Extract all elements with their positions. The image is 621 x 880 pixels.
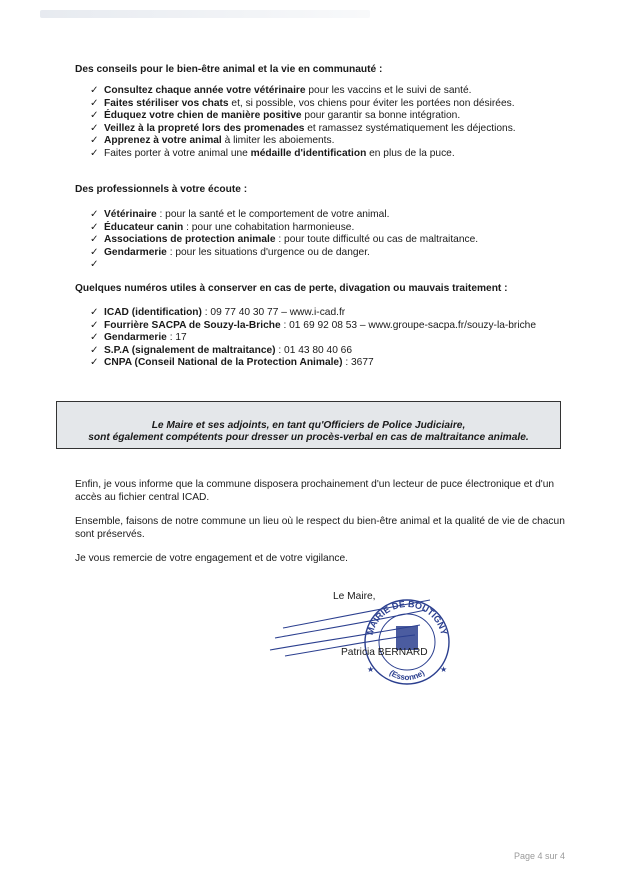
- list-item-bold: Faites stériliser vos chats: [104, 97, 229, 109]
- list-item-text: Faites porter à votre animal une: [104, 147, 251, 159]
- list-item: [90, 123, 516, 136]
- svg-text:★: ★: [367, 665, 375, 674]
- list-item-bold: Veillez à la propreté lors des promenades: [104, 122, 305, 134]
- page-number: Page 4 sur 4: [514, 851, 566, 861]
- list-item: [90, 332, 536, 345]
- list-item-bold: Vétérinaire: [104, 209, 157, 220]
- list-item-text: à limiter les aboiements.: [221, 135, 335, 147]
- checkmark-icon: ✓: [90, 246, 99, 258]
- checkmark-icon: ✓: [90, 259, 99, 271]
- list-item: [90, 135, 516, 148]
- list-item-bold: Fourrière SACPA de Souzy-la-Briche: [104, 319, 281, 331]
- list-item: [90, 148, 516, 161]
- list-item-text: pour les vaccins et le suivi de santé.: [305, 85, 472, 96]
- list-item-bold: Consultez chaque année votre vétérinaire: [104, 85, 306, 96]
- town-hall-seal: [365, 599, 449, 684]
- list-item-bold: Éducateur canin: [104, 221, 184, 233]
- list-item-text: pour garantir sa bonne intégration.: [301, 110, 461, 122]
- list-item: [90, 85, 516, 98]
- police-notice-box: [56, 401, 561, 449]
- signature-label: Le Maire,: [333, 591, 376, 602]
- list-item-text: : 17: [166, 332, 187, 344]
- list-item: [90, 345, 536, 358]
- list-item-text: : pour une cohabitation harmonieuse.: [183, 221, 355, 233]
- list-item-bold: médaille d'identification: [250, 147, 367, 159]
- checkmark-icon: ✓: [90, 234, 99, 246]
- faded-header-remnant: [40, 10, 370, 18]
- list-item-bold: CNPA (Conseil National de la Protection Animale): [104, 357, 343, 369]
- list-item-bold: S.P.A (signalement de maltraitance): [104, 344, 276, 356]
- notice-line-1: Le Maire et ses adjoints, en tant qu'Officiers de Police Judiciaire,: [151, 420, 466, 431]
- checkmark-icon: ✓: [90, 344, 99, 356]
- list-item: [90, 222, 478, 235]
- list-item-text: et, si possible, vos chiens pour éviter les portées non désirées.: [228, 97, 515, 109]
- list-item-bold: Apprenez à votre animal: [104, 135, 222, 147]
- checkmark-icon: ✓: [90, 221, 99, 233]
- checkmark-icon: ✓: [90, 122, 99, 134]
- list-item: [90, 259, 478, 272]
- list-item-text: : pour la santé et le comportement de votre animal.: [156, 209, 390, 220]
- list-item: [90, 98, 516, 111]
- advice-list: [90, 85, 516, 161]
- notice-line-2: sont également compétents pour dresser un procès-verbal en cas de maltraitance animale.: [88, 432, 529, 444]
- paragraph-thanks: Je vous remercie de votre engagement et de votre vigilance.: [75, 553, 348, 564]
- checkmark-icon: ✓: [90, 85, 99, 96]
- checkmark-icon: ✓: [90, 97, 99, 109]
- list-item-text: : pour toute difficulté ou cas de maltraitance.: [275, 234, 479, 246]
- checkmark-icon: ✓: [90, 135, 99, 147]
- paragraph-together: Ensemble, faisons de notre commune un lieu où le respect du bien-être animal et la qualité de vie de chacun sont préservés.: [75, 516, 565, 540]
- seal-top-text: MAIRIE DE BOUTIGNY: [364, 598, 450, 637]
- checkmark-icon: ✓: [90, 209, 99, 220]
- list-item: [90, 110, 516, 123]
- list-item: [90, 209, 478, 222]
- list-item-bold: Gendarmerie: [104, 246, 167, 258]
- list-item-bold: Associations de protection animale: [104, 234, 276, 246]
- list-item: [90, 320, 536, 333]
- section-heading-advice: Des conseils pour le bien-être animal et la vie en communauté :: [75, 64, 383, 75]
- checkmark-icon: ✓: [90, 357, 99, 369]
- list-item-text: et ramassez systématiquement les déjections.: [304, 122, 516, 134]
- list-item: [90, 247, 478, 260]
- professionals-list: [90, 209, 478, 272]
- checkmark-icon: ✓: [90, 332, 99, 344]
- section-heading-professionals: Des professionnels à votre écoute :: [75, 184, 248, 195]
- list-item-text: : 01 43 80 40 66: [275, 344, 353, 356]
- list-item-text: : 09 77 40 30 77 – www.i-cad.fr: [201, 307, 346, 318]
- list-item-bold: Éduquez votre chien de manière positive: [104, 110, 302, 122]
- checkmark-icon: ✓: [90, 147, 99, 159]
- paragraph-icad-reader: Enfin, je vous informe que la commune disposera prochainement d'un lecteur de puce électronique et d'un accès au fichier central ICAD.: [75, 479, 555, 503]
- list-item-bold: ICAD (identification): [104, 307, 202, 318]
- checkmark-icon: ✓: [90, 319, 99, 331]
- section-heading-useful-numbers: Quelques numéros utiles à conserver en cas de perte, divagation ou mauvais traitement :: [75, 283, 508, 294]
- seal-bottom-text: (Essonne): [387, 668, 427, 683]
- list-item: [90, 234, 478, 247]
- list-item-text: : 01 69 92 08 53 – www.groupe-sacpa.fr/souzy-la-briche: [280, 319, 537, 331]
- checkmark-icon: ✓: [90, 110, 99, 122]
- svg-text:★: ★: [440, 665, 448, 674]
- signatory-name: Patricia BERNARD: [341, 647, 428, 658]
- list-item-text: : pour les situations d'urgence ou de danger.: [166, 246, 370, 258]
- useful-numbers-list: [90, 307, 536, 370]
- signature-stamp-graphic: [255, 580, 455, 690]
- checkmark-icon: ✓: [90, 307, 99, 318]
- list-item-text: en plus de la puce.: [366, 147, 455, 159]
- list-item-bold: Gendarmerie: [104, 332, 167, 344]
- list-item: [90, 307, 536, 320]
- list-item: [90, 357, 536, 370]
- list-item-text: : 3677: [342, 357, 374, 369]
